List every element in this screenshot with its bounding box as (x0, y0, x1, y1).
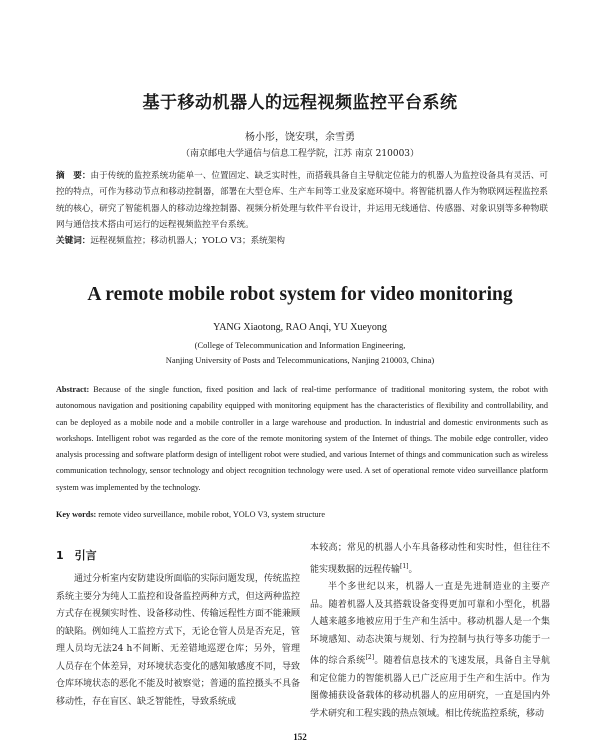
body-column-left (56, 571, 300, 711)
abstract-text-cn: 由于传统的监控系统功能单一、位置固定、缺乏实时性，而搭载具备自主导航定位能力的机器人为监控设备具有灵活、可控的特点，可作为移动节点和移动控制器，部署在大型仓库、生产车间等工业及家庭环境中。将智能机器人作为物联网远程监控系统的核心，研究了智能机器人的移动边缘控制器、视频分析处理与软件平台设计，并运用无线通信、传感器、对象识别等多种物联网与通信技术搭由可运行的远程视频监控平台系统。 (56, 171, 548, 230)
keywords-label-cn: 关键词： (56, 236, 91, 246)
paragraph-text: 半个多世纪以来，机器人一直是先进制造业的主要产品。随着机器人及其搭载设备变得更加可靠和小型化，机器人越来越多地被应用于生产和生活中。移动机器人是一个集环境感知、动态决策与规划、行为控制与执行等多功能于一体的综合系统 (310, 582, 550, 666)
authors-en: YANG Xiaotong, RAO Anqi, YU Xueyong (213, 322, 387, 333)
paragraph-text: 。随着信息技术的飞速发展，具备自主导航和定位能力的智能机器人已广泛应用于生产和生活中。作为图像捕获设备载体的移动机器人的应用研究，一直是国内外学术研究和工程实践的热点领域。相比传统监控系统，移动 (310, 656, 550, 719)
affiliation-en-line2: Nanjing University of Posts and Telecommunications, Nanjing 210003, China) (165, 355, 435, 365)
abstract-cn (56, 168, 548, 233)
affiliation-en-line1: (College of Telecommunication and Information Engineering, (194, 340, 406, 350)
section-heading-introduction: 1 引言 (56, 549, 97, 562)
abstract-label-cn: 摘 要： (56, 171, 91, 181)
citation-ref: [1] (400, 562, 409, 570)
paper-title-en: A remote mobile robot system for video monitoring (87, 284, 513, 305)
citation-ref: [2] (365, 654, 375, 661)
abstract-label-en: Abstract: (56, 385, 90, 394)
body-column-right (310, 540, 550, 723)
keywords-label-en: Key words: (56, 510, 97, 519)
paper-title-cn: 基于移动机器人的远程视频监控平台系统 (142, 93, 458, 113)
authors-cn: 杨小彤，饶安琪，余雪勇 (245, 132, 355, 143)
keywords-text-en: remote video surveillance, mobile robot, YOLO V3, system structure (98, 510, 325, 519)
abstract-en (56, 382, 548, 496)
paragraph (310, 579, 550, 723)
affiliation-en (0, 338, 600, 368)
keywords-cn (56, 234, 548, 248)
keywords-text-cn: 远程视频监控；移动机器人；YOLO V3；系统架构 (90, 236, 285, 246)
keywords-en (56, 510, 548, 519)
page-number: 152 (293, 732, 307, 742)
paragraph-text: 。 (408, 564, 418, 575)
paragraph-continued (310, 540, 550, 579)
abstract-text-en: Because of the single function, fixed position and lack of real-time performance of traditional monitoring system, the robot with autonomous navigation and positioning capability equipped with monitoring equipment has the characteristics of flexibility and controllability, and can be deployed as a mobile node and a mobile controller in a large warehouse and production. In industrial and domestic environments such as workshops. Intelligent robot was regarded as the core of the remote monitoring system of the Internet of things. The mobile edge controller, video analysis processing and software platform design of intelligent robot were studied, and various Internet of things and communication such as wireless communication technology, sensor technology and object recognition technology were used. A set of operational remote video surveillance platform system was implemented by the technology. (56, 385, 548, 492)
affiliation-cn: （南京邮电大学通信与信息工程学院，江苏 南京 210003） (180, 149, 420, 159)
paragraph-text: 本较高；常见的机器人小车具备移动性和实时性，但往往不能实现数据的远程传输 (310, 543, 550, 575)
paragraph: 通过分析室内安防建设所面临的实际问题发现，传统监控系统主要分为纯人工监控和设备监控两种方式，但这两种监控方式存在视频实时性、设备移动性、传输远程性方面不能兼顾的缺陷。例如纯人工监控方式下，无论仓管人员是否充足，管理人员均无法24 h不间断、无差错地巡逻仓库；另外，管理人员存在个体差异，对环境状态变化的感知敏感度不同，导致仓库环境状态的恶化不能及时被察觉；普通的监控摄头不具备移动性，存在盲区、缺乏智能性，导致系统成 (56, 574, 300, 707)
